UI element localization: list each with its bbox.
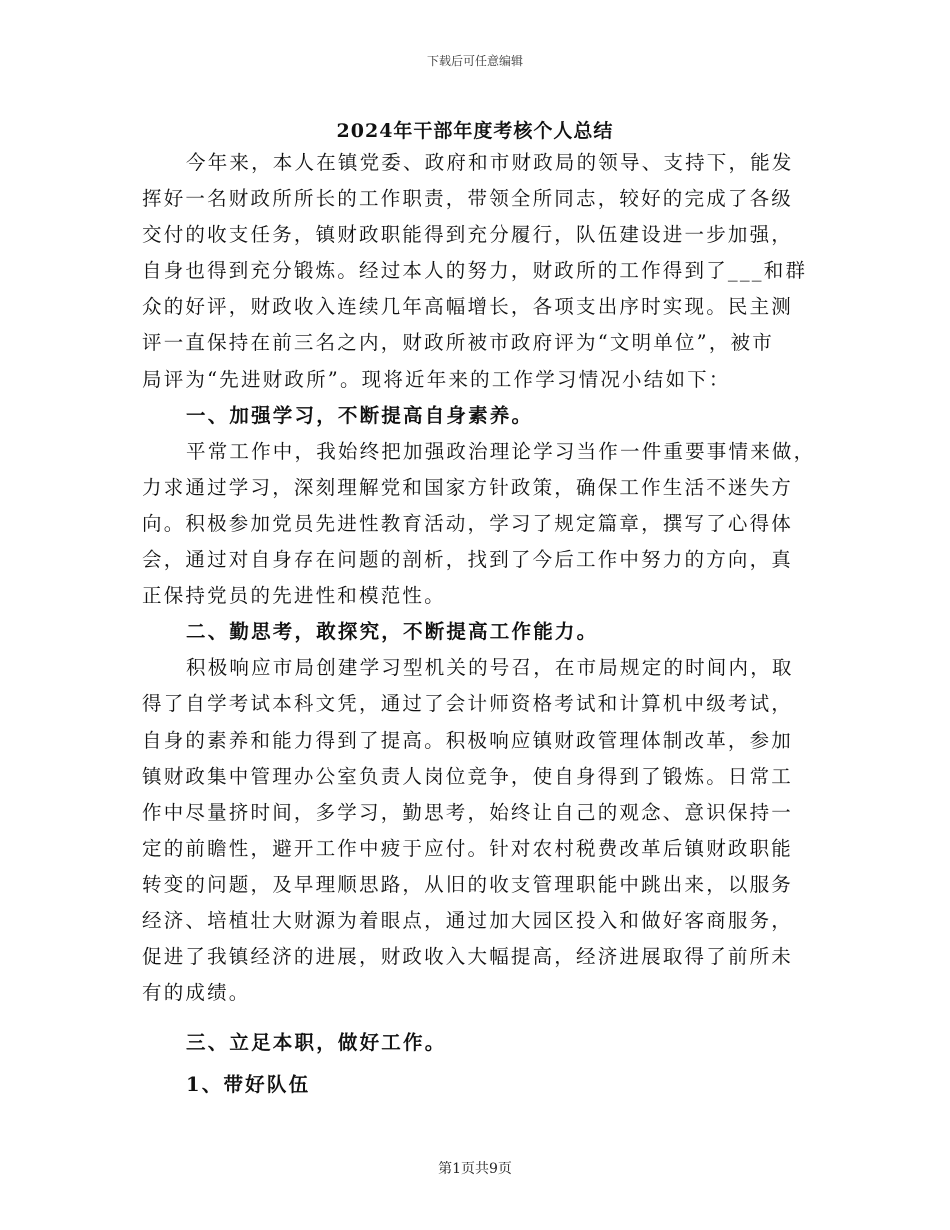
page-header: 下载后可任意编辑 xyxy=(426,54,523,68)
paragraph-line: 交付的收支任务，镇财政职能得到充分履行，队伍建设进一步加强， xyxy=(142,223,794,247)
paragraph-line: 自身的素养和能力得到了提高。积极响应镇财政管理体制改革，参加 xyxy=(142,728,794,752)
paragraph-line: 向。积极参加党员先进性教育活动，学习了规定篇章，撰写了心得体 xyxy=(142,511,794,535)
paragraph-line: 局评为“先进财政所”。现将近年来的工作学习情况小结如下： xyxy=(142,367,731,391)
paragraph-line: 评一直保持在前三名之内，财政所被市政府评为“文明单位”，被市 xyxy=(142,331,774,355)
paragraph-line: 有的成绩。 xyxy=(142,981,251,1005)
paragraph-line: 平常工作中，我始终把加强政治理论学习当作一件重要事情来做， xyxy=(186,439,816,463)
paragraph-line: 自身也得到充分锻炼。经过本人的努力，财政所的工作得到了___和群 xyxy=(142,259,808,283)
paragraph-line: 定的前瞻性，避开工作中疲于应付。针对农村税费改革后镇财政职能 xyxy=(142,836,794,860)
paragraph-line: 得了自学考试本科文凭，通过了会计师资格考试和计算机中级考试， xyxy=(142,692,794,716)
section-heading-3: 三、立足本职，做好工作。 xyxy=(186,1031,447,1055)
paragraph-line: 力求通过学习，深刻理解党和国家方针政策，确保工作生活不迷失方 xyxy=(142,475,794,499)
paragraph-line: 镇财政集中管理办公室负责人岗位竞争，使自身得到了锻炼。日常工 xyxy=(142,764,794,788)
section-heading-1: 一、加强学习，不断提高自身素养。 xyxy=(186,403,534,427)
section-heading-2: 二、勤思考，敢探究，不断提高工作能力。 xyxy=(186,620,599,644)
page-footer: 第1页共9页 xyxy=(438,1161,512,1177)
paragraph-line: 挥好一名财政所所长的工作职责，带领全所同志，较好的完成了各级 xyxy=(142,187,794,211)
paragraph-line: 转变的问题，及早理顺思路，从旧的收支管理职能中跳出来，以服务 xyxy=(142,872,794,896)
document-title: 2024年干部年度考核个人总结 xyxy=(336,120,614,142)
paragraph-line: 促进了我镇经济的进展，财政收入大幅提高，经济进展取得了前所未 xyxy=(142,945,794,969)
paragraph-line: 众的好评，财政收入连续几年高幅增长，各项支出序时实现。民主测 xyxy=(142,295,794,319)
paragraph-line: 今年来，本人在镇党委、政府和市财政局的领导、支持下，能发 xyxy=(186,151,794,174)
paragraph-line: 正保持党员的先进性和模范性。 xyxy=(142,584,446,608)
paragraph-line: 积极响应市局创建学习型机关的号召，在市局规定的时间内，取 xyxy=(186,656,794,680)
document-body xyxy=(142,145,822,1103)
paragraph-line: 作中尽量挤时间，多学习，勤思考，始终让自己的观念、意识保持一 xyxy=(142,800,794,824)
subsection-heading: 1、带好队伍 xyxy=(186,1073,311,1097)
paragraph-line: 经济、培植壮大财源为着眼点，通过加大园区投入和做好客商服务， xyxy=(142,908,794,932)
paragraph-line: 会，通过对自身存在问题的剖析，找到了今后工作中努力的方向，真 xyxy=(142,548,794,572)
